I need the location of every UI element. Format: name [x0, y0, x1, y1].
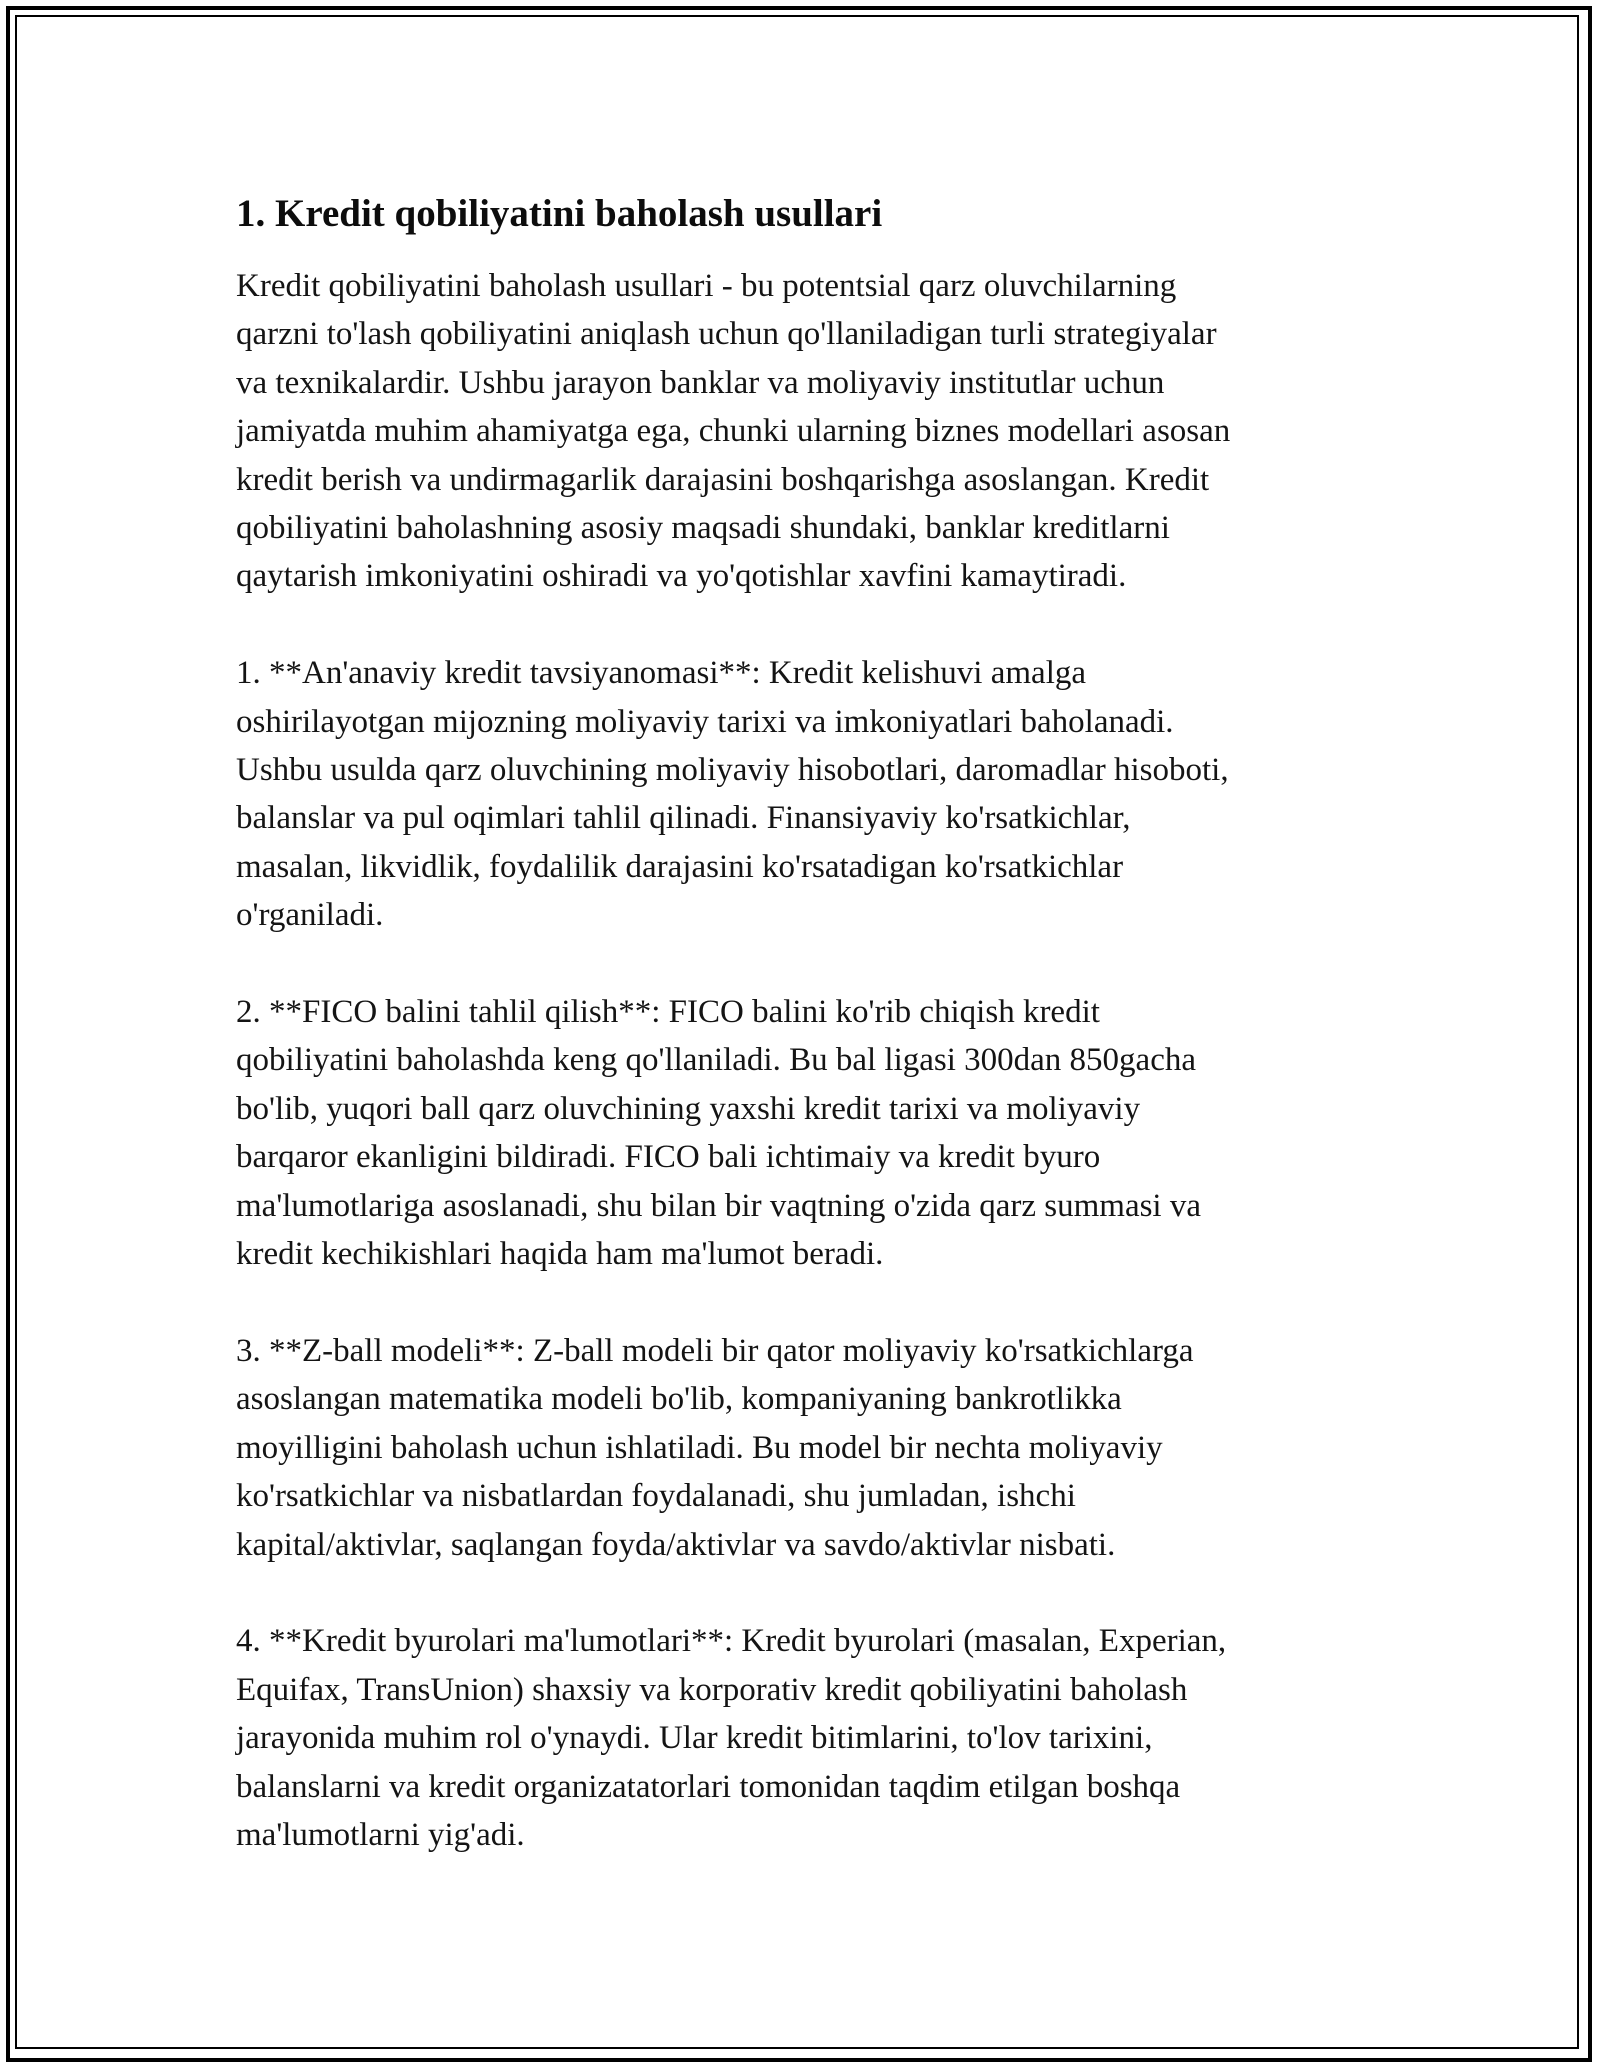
document-body: [236, 186, 1376, 1859]
section-z-score-model: 3. **Z-ball modeli**: Z-ball modeli bir qator moliyaviy ko'rsatkichlarga asoslangan matematika modeli bo'lib, kompaniyaning bankrotlikka moyilligini baholash uchun ishlatiladi. Bu model bir nechta moliyaviy ko'rsatkichlar va nisbatlardan foydalanadi, shu jumladan, ishchi kapital/aktivlar, saqlangan foyda/aktivlar va savdo/aktivlar nisbati.: [236, 1332, 1194, 1563]
section-traditional-credit: 1. **An'anaviy kredit tavsiyanomasi**: Kredit kelishuvi amalga oshirilayotgan mijozning moliyaviy tarixi va imkoniyatlari baholanadi. Ushbu usulda qarz oluvchining moliyaviy hisobotlari, daromadlar hisoboti, balanslar va pul oqimlari tahlil qilinadi. Finansiyaviy ko'rsatkichlar, masalan, likvidlik, foydalilik darajasini ko'rsatadigan ko'rsatkichlar o'rganiladi.: [236, 655, 1229, 934]
document-title: 1. Kredit qobiliyatini baholash usullari: [236, 192, 883, 235]
section-fico-score: 2. **FICO balini tahlil qilish**: FICO balini ko'rib chiqish kredit qobiliyatini baholashda keng qo'llaniladi. Bu bal ligasi 300dan 850gacha bo'lib, yuqori ball qarz oluvchining yaxshi kredit tarixi va moliyaviy barqaror ekanligini bildiradi. FICO bali ichtimaiy va kredit byuro ma'lumotlariga asoslanadi, shu bilan bir vaqtning o'zida qarz summasi va kredit kechikishlari haqida ham ma'lumot beradi.: [236, 994, 1201, 1273]
intro-paragraph: Kredit qobiliyatini baholash usullari - bu potentsial qarz oluvchilarning qarzni to'lash qobiliyatini aniqlash uchun qo'llaniladigan turli strategiyalar va texnikalardir. Ushbu jarayon banklar va moliyaviy institutlar uchun jamiyatda muhim ahamiyatga ega, chunki ularning biznes modellari asosan kredit berish va undirmagarlik darajasini boshqarishga asoslangan. Kredit qobiliyatini baholashning asosiy maqsadi shundaki, banklar kreditlarni qaytarish imkoniyatini oshiradi va yo'qotishlar xavfini kamaytiradi.: [236, 268, 1231, 595]
section-credit-bureaus: 4. **Kredit byurolari ma'lumotlari**: Kredit byurolari (masalan, Experian, Equifax, TransUnion) shaxsiy va korporativ kredit qobiliyatini baholash jarayonida muhim rol o'ynaydi. Ular kredit bitimlarini, to'lov tarixini, balanslarni va kredit organizatatorlari tomonidan taqdim etilgan boshqa ma'lumotlarni yig'adi.: [236, 1623, 1227, 1853]
